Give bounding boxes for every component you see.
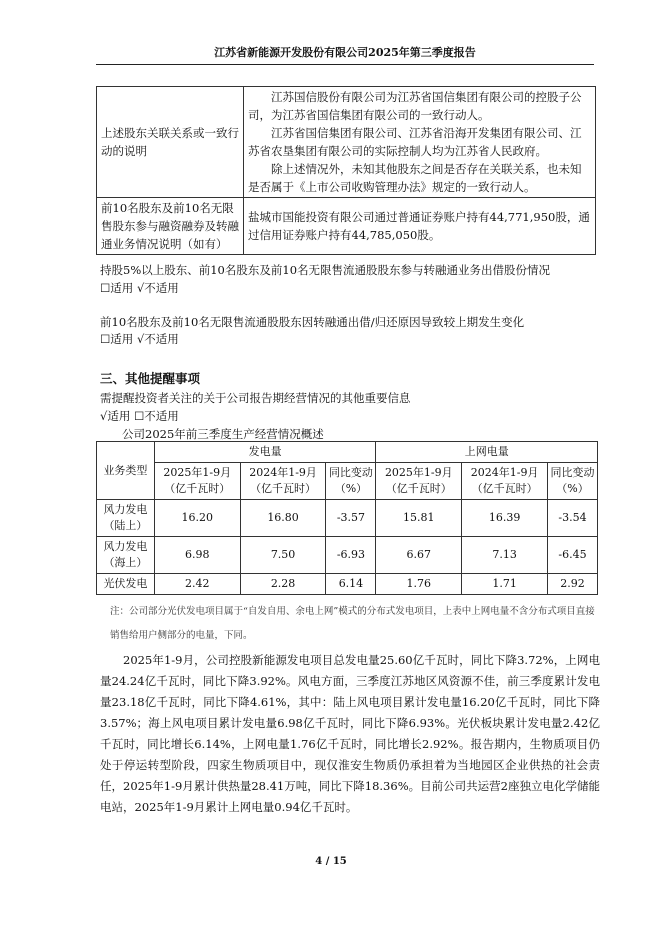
row-type: 风力发电（陆上）: [97, 500, 155, 537]
table-header-row: [97, 442, 598, 463]
col-business-type: 业务类型: [97, 442, 155, 500]
table-row: [97, 500, 598, 537]
col-grid-2025: 2025年1-9月（亿千瓦时）: [376, 463, 462, 500]
cell-value: 16.20: [154, 500, 240, 537]
cell-value: 6.14: [326, 574, 376, 595]
page-header: 江苏省新能源开发股份有限公司2025年第三季度报告: [96, 44, 594, 65]
relation-label: 上述股东关联关系或一致行动的说明: [97, 87, 244, 198]
col-grid-2024: 2024年1-9月（亿千瓦时）: [462, 463, 548, 500]
cell-value: 7.13: [462, 537, 548, 574]
table-row: [97, 537, 598, 574]
section-intro: 需提醒投资者关注的关于公司报告期经营情况的其他重要信息: [100, 391, 411, 405]
change-section-options: ☐适用 √不适用: [100, 332, 179, 346]
cell-value: 16.39: [462, 500, 548, 537]
table-caption: 公司2025年前三季度生产经营情况概述: [122, 427, 324, 441]
row-type: 风力发电（海上）: [97, 537, 155, 574]
row-type: 光伏发电: [97, 574, 155, 595]
relation-paragraph: 除上述情况外，未知其他股东之间是否存在关联关系，也未知是否属于《上市公司收购管理办法》规定的一致行动人。: [248, 162, 582, 194]
cell-value: 1.76: [376, 574, 462, 595]
col-gen-2025: 2025年1-9月（亿千瓦时）: [154, 463, 240, 500]
margin-trading-label: 前10名股东及前10名无限售股东参与融资融券及转融通业务情况说明（如有）: [97, 198, 244, 255]
col-gen-yoy: 同比变动（%）: [326, 463, 376, 500]
table-row: [97, 198, 596, 255]
cell-value: -3.54: [548, 500, 598, 537]
table-note: 注：公司部分光伏发电项目属于“自发自用、余电上网”模式的分布式发电项目，上表中上网电量不含分布式项目直接销售给用户侧部分的电量，下同。: [110, 606, 595, 641]
cell-value: 2.92: [548, 574, 598, 595]
lending-section-options: ☐适用 √不适用: [100, 281, 179, 295]
col-group-grid: 上网电量: [376, 442, 598, 463]
relation-paragraph: 江苏国信股份有限公司为江苏省国信集团有限公司的控股子公司，为江苏省国信集团有限公司的一致行动人。: [248, 90, 582, 122]
table-row: [97, 574, 598, 595]
cell-value: 2.28: [240, 574, 326, 595]
cell-value: 16.80: [240, 500, 326, 537]
relation-paragraph: 江苏省国信集团有限公司、江苏省沿海开发集团有限公司、江苏省农垦集团有限公司的实际控制人均为江苏省人民政府。: [248, 126, 582, 158]
relation-description: [244, 87, 596, 198]
cell-value: 15.81: [376, 500, 462, 537]
col-gen-2024: 2024年1-9月（亿千瓦时）: [240, 463, 326, 500]
margin-trading-description: 盐城市国能投资有限公司通过普通证券账户持有44,771,950股，通过信用证券账户持有44,785,050股。: [244, 198, 596, 255]
cell-value: 2.42: [154, 574, 240, 595]
cell-value: 7.50: [240, 537, 326, 574]
col-grid-yoy: 同比变动（%）: [548, 463, 598, 500]
cell-value: -6.45: [548, 537, 598, 574]
cell-value: -3.57: [326, 500, 376, 537]
table-row: [97, 87, 596, 198]
shareholder-relation-table: [96, 86, 596, 255]
cell-value: 6.98: [154, 537, 240, 574]
col-group-generation: 发电量: [154, 442, 376, 463]
change-section-title: 前10名股东及前10名无限售流通股股东因转融通出借/归还原因导致较上期发生变化: [100, 315, 525, 329]
production-table: [96, 441, 598, 595]
section-heading: 三、其他提醒事项: [100, 371, 201, 386]
section-options: √适用 ☐不适用: [100, 409, 179, 423]
lending-section-title: 持股5%以上股东、前10名股东及前10名无限售流通股股东参与转融通业务出借股份情况: [100, 263, 551, 277]
page-number: 4 / 15: [315, 856, 347, 867]
table-header-row: [97, 463, 598, 500]
cell-value: 6.67: [376, 537, 462, 574]
operations-paragraph: 2025年1-9月，公司控股新能源发电项目总发电量25.60亿千瓦时，同比下降3.72%，上网电量24.24亿千瓦时，同比下降3.92%。风电方面，三季度江苏地区风资源不佳，前三季度累计发电量23.18亿千瓦时，同比下降4.61%，其中：陆上风电项目累计发电量16.20亿千瓦时，同比下降3.57%；海上风电项目累计发电量6.98亿千瓦时，同比下降6.93%。光伏板块累计发电量2.42亿千瓦时，同比增长6.14%，上网电量1.76亿千瓦时，同比增长2.92%。报告期内，生物质项目仍处于停运转型阶段，四家生物质项目中，现仅淮安生物质仍承担着为当地园区企业供热的社会责任，2025年1-9月累计供热量28.41万吨，同比下降18.36%。目前公司共运营2座独立电化学储能电站，2025年1-9月累计上网电量0.94亿千瓦时。: [100, 653, 600, 814]
cell-value: 1.71: [462, 574, 548, 595]
cell-value: -6.93: [326, 537, 376, 574]
